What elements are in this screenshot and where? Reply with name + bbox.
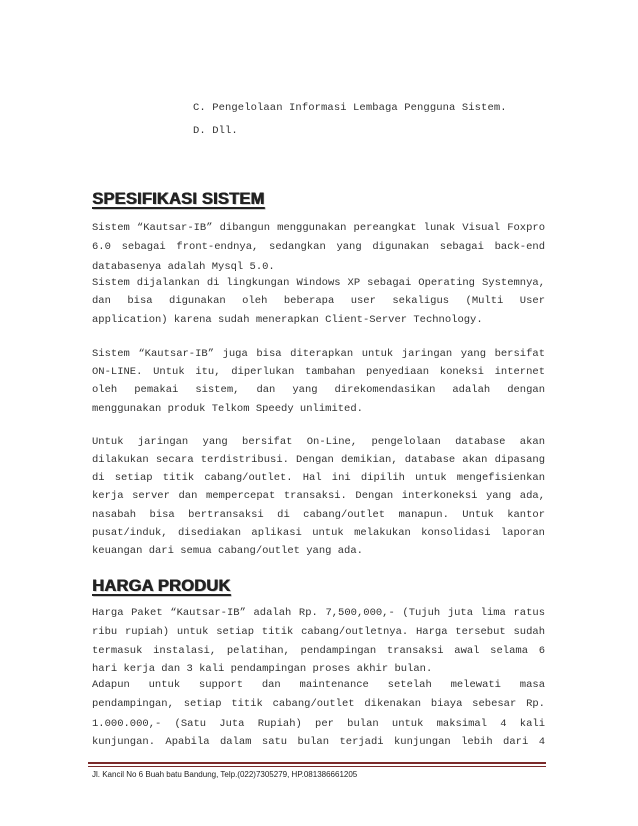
section-heading-spesifikasi: SPESIFIKASI SISTEM xyxy=(92,190,265,208)
paragraph-line: Sistem dijalankan di lingkungan Windows XP sebagai Operating Systemnya, xyxy=(92,277,545,289)
paragraph-line: Sistem “Kautsar-IB” juga bisa diterapkan untuk jaringan yang bersifat xyxy=(92,348,545,360)
footer-address: Jl. Kancil No 6 Buah batu Bandung, Telp.(022)7305279, HP.081386661205 xyxy=(92,770,358,779)
paragraph-line: pendampingan, setiap titik cabang/outlet dikenakan biaya sebesar Rp. xyxy=(92,698,545,710)
paragraph-line: pusat/induk, disediakan aplikasi untuk melakukan konsolidasi laporan xyxy=(92,527,545,539)
footer-divider-thin xyxy=(88,766,546,767)
list-item-d: D. Dll. xyxy=(193,125,238,137)
paragraph-line: Adapun untuk support dan maintenance setelah melewati masa xyxy=(92,679,545,691)
paragraph-line: dilakukan secara terdistribusi. Dengan demikian, database akan dipasang xyxy=(92,454,545,466)
paragraph-line: 6.0 sebagai front-endnya, sedangkan yang digunakan sebagai back-end xyxy=(92,241,545,253)
paragraph-line: termasuk instalasi, pelatihan, pendampingan transaksi awal selama 6 xyxy=(92,645,545,657)
paragraph-line: databasenya adalah Mysql 5.0. xyxy=(92,261,275,273)
paragraph-line: kunjungan. Apabila dalam satu bulan terjadi kunjungan lebih dari 4 xyxy=(92,736,545,748)
paragraph-line: ON-LINE. Untuk itu, diperlukan tambahan penyediaan koneksi internet xyxy=(92,366,545,378)
paragraph-line: Sistem “Kautsar-IB” dibangun menggunakan pereangkat lunak Visual Foxpro xyxy=(92,222,545,234)
paragraph-line: ribu rupiah) untuk setiap titik cabang/outletnya. Harga tersebut sudah xyxy=(92,626,545,638)
paragraph-line: oleh pemakai sistem, dan yang direkomendasikan adalah dengan xyxy=(92,384,545,396)
footer-divider-thick xyxy=(88,762,546,764)
paragraph-line: Harga Paket “Kautsar-IB” adalah Rp. 7,500,000,- (Tujuh juta lima ratus xyxy=(92,607,545,619)
paragraph-line: dan bisa digunakan oleh beberapa user sekaligus (Multi User xyxy=(92,295,545,307)
paragraph-line: 1.000.000,- (Satu Juta Rupiah) per bulan untuk maksimal 4 kali xyxy=(92,718,545,730)
paragraph-line: hari kerja dan 3 kali pendampingan proses akhir bulan. xyxy=(92,663,433,675)
paragraph-line: menggunakan produk Telkom Speedy unlimited. xyxy=(92,403,363,415)
list-item-c: C. Pengelolaan Informasi Lembaga Pengguna Sistem. xyxy=(193,102,507,114)
section-heading-harga: HARGA PRODUK xyxy=(92,577,231,595)
paragraph-line: application) karena sudah menerapkan Client-Server Technology. xyxy=(92,314,483,326)
paragraph-line: kerja server dan mempercepat transaksi. Dengan interkoneksi yang ada, xyxy=(92,490,545,502)
paragraph-line: di setiap titik cabang/outlet. Hal ini dipilih untuk mengefisienkan xyxy=(92,472,545,484)
paragraph-line: keuangan dari semua cabang/outlet yang ada. xyxy=(92,545,363,557)
paragraph-line: Untuk jaringan yang bersifat On-Line, pengelolaan database akan xyxy=(92,436,545,448)
paragraph-line: nasabah bisa bertransaksi di cabang/outlet manapun. Untuk kantor xyxy=(92,509,545,521)
